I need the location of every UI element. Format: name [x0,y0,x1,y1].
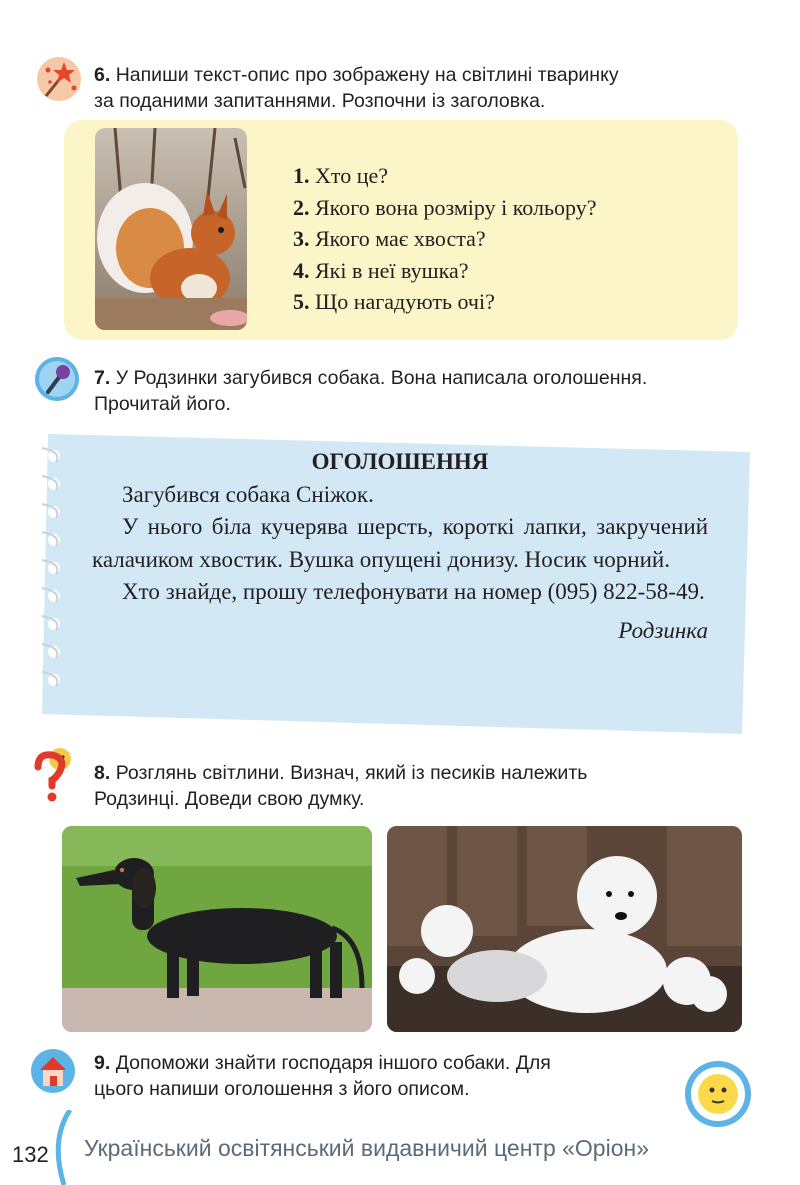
publisher-name: Український освітянський видавничий центр «Оріон» [84,1135,649,1161]
task-7-number: 7. [94,367,111,389]
questions-list [293,160,597,318]
magic-wand-icon [36,56,82,102]
question-item: 5. Що нагадують очі? [293,289,495,314]
microphone-icon [34,356,80,402]
question-item: 4. Які в неї вушка? [293,257,469,283]
task-8-text: 8. Розглянь світлини. Визнач, який із песиків належить Родзинці. Доведи свою думку. [94,762,588,810]
notice-paragraph: Хто знайде, прошу телефонувати на номер (095) 822-58-49. [122,579,705,604]
page-number: 132 [12,1142,49,1167]
question-item: 2. Якого вона розміру і кольору? [293,194,597,220]
notice-paragraph: Загубився собака Сніжок. [122,481,374,507]
task-6-number: 6. [94,64,111,86]
question-item: 3. Якого має хвоста? [293,226,486,251]
notice-paragraph: У нього біла кучерява шерсть, короткі лапки, закручений калачиком хвостик. Вушка опущені донизу. Носик чорний. [92,514,708,572]
house-icon [30,1048,76,1094]
notice-title: ОГОЛОШЕННЯ [311,449,489,474]
task-8-number: 8. [94,762,111,784]
notice-signature: Родзинка [618,617,708,643]
question-mark-icon [30,745,78,803]
notice-text [92,446,708,647]
smiley-icon [684,1060,752,1128]
task-9-text: 9. Допоможи знайти господаря іншого собаки. Для цього напиши оголошення з його описом. [94,1052,551,1100]
poodle-photo [387,826,742,1032]
task-6-text: 6. Напиши текст-опис про зображену на світлині тваринку за поданими запитаннями. Розпочни із заголовка. [94,64,619,112]
dachshund-photo [62,826,372,1032]
question-item: 1. Хто це? [293,163,389,188]
task-9-number: 9. [94,1052,111,1074]
task-7-text: 7. У Родзинки загубився собака. Вона написала оголошення. Прочитай його. [94,367,648,415]
squirrel-photo [95,128,247,330]
